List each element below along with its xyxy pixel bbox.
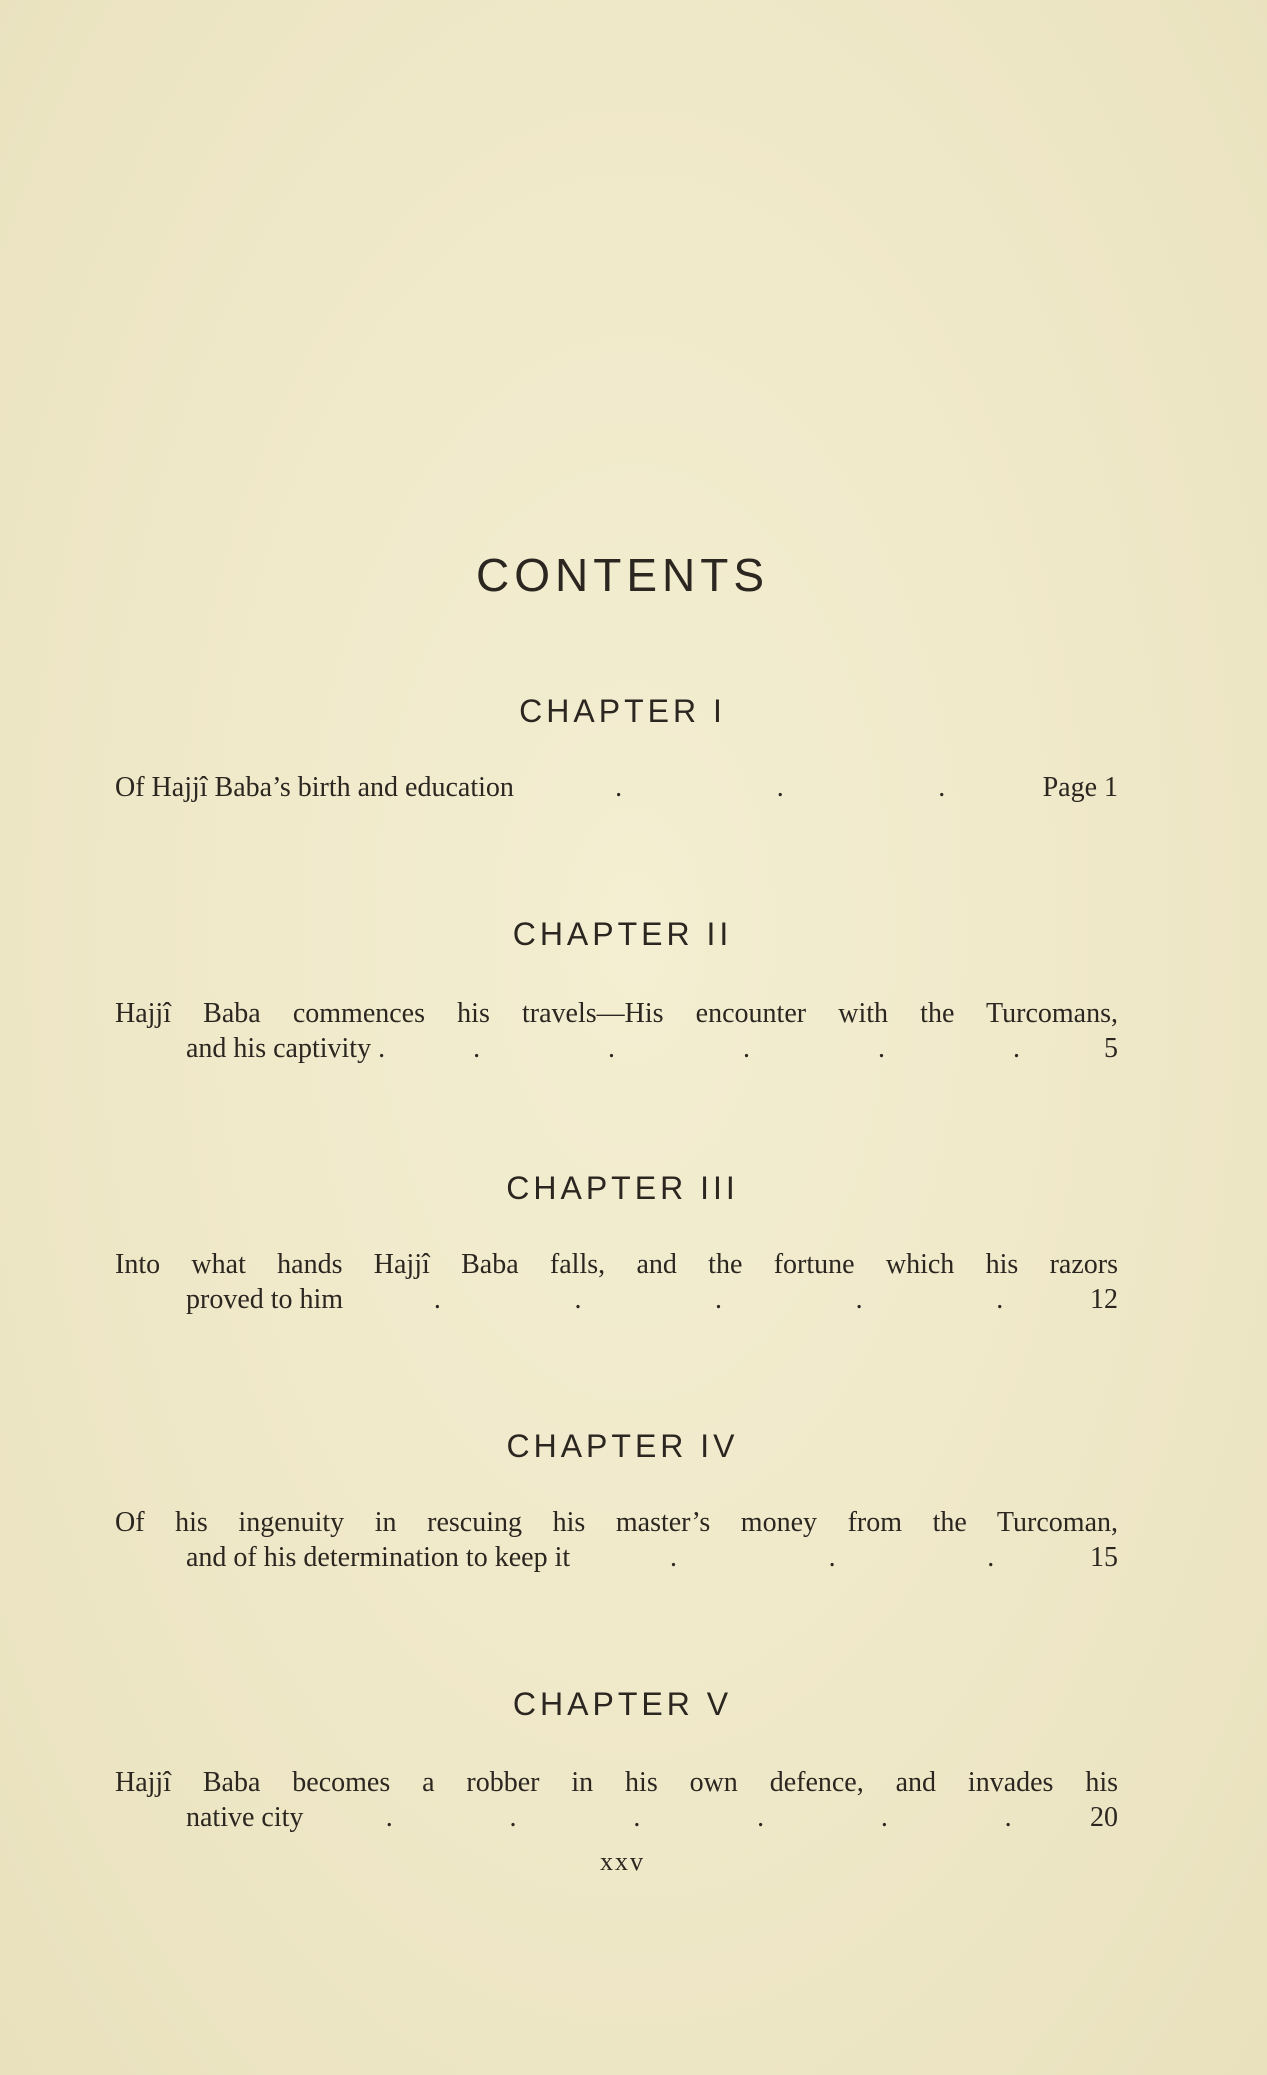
page-number-2: 5 xyxy=(1104,1033,1118,1064)
chapter-heading-3: CHAPTER III xyxy=(506,1170,739,1206)
entry-text-2: Hajjî Baba commences his travels—His encounter with the Turcomans, xyxy=(115,998,1118,1029)
page-prefix: Page xyxy=(1042,772,1097,803)
page-number-4: 15 xyxy=(1090,1542,1118,1573)
toc-entry-3[interactable] xyxy=(115,1247,1118,1317)
page-number-3: 12 xyxy=(1090,1284,1118,1315)
leader-dots: . . . xyxy=(615,772,946,803)
leader-dots: . . . . . . xyxy=(385,1802,1012,1833)
entry-text-4-cont: and of his determination to keep it xyxy=(186,1542,571,1573)
toc-entry-2[interactable] xyxy=(115,996,1118,1066)
entry-text-3-cont: proved to him xyxy=(186,1284,344,1315)
page-title: CONTENTS xyxy=(476,549,769,601)
chapter-heading-5: CHAPTER V xyxy=(512,1686,733,1722)
page-ref-1 xyxy=(1043,770,1118,805)
chapter-heading-1: CHAPTER I xyxy=(519,693,726,729)
leader-dots: . . . . . xyxy=(473,1033,1020,1064)
entry-text-1: Of Hajjî Baba’s birth and education xyxy=(115,772,514,803)
entry-text-5: Hajjî Baba becomes a robber in his own defence, and invades his xyxy=(115,1767,1118,1798)
entry-text-5-cont: native city xyxy=(186,1802,304,1833)
chapter-heading-2: CHAPTER II xyxy=(512,916,733,952)
entry-text-2-cont: and his captivity . xyxy=(186,1033,386,1064)
toc-entry-5[interactable] xyxy=(115,1765,1118,1835)
leader-dots: . . . xyxy=(669,1542,995,1573)
page-number-1: 1 xyxy=(1104,772,1118,803)
chapter-heading-4: CHAPTER IV xyxy=(506,1428,739,1464)
leader-dots: . . . . . xyxy=(433,1284,1004,1315)
entry-text-3: Into what hands Hajjî Baba falls, and the fortune which his razors xyxy=(115,1249,1118,1280)
page-folio: xxv xyxy=(600,1847,645,1876)
entry-text-4: Of his ingenuity in rescuing his master’s money from the Turcoman, xyxy=(115,1507,1118,1538)
page-number-5: 20 xyxy=(1090,1802,1118,1833)
toc-entry-1[interactable] xyxy=(115,770,1118,805)
toc-entry-4[interactable] xyxy=(115,1505,1118,1575)
